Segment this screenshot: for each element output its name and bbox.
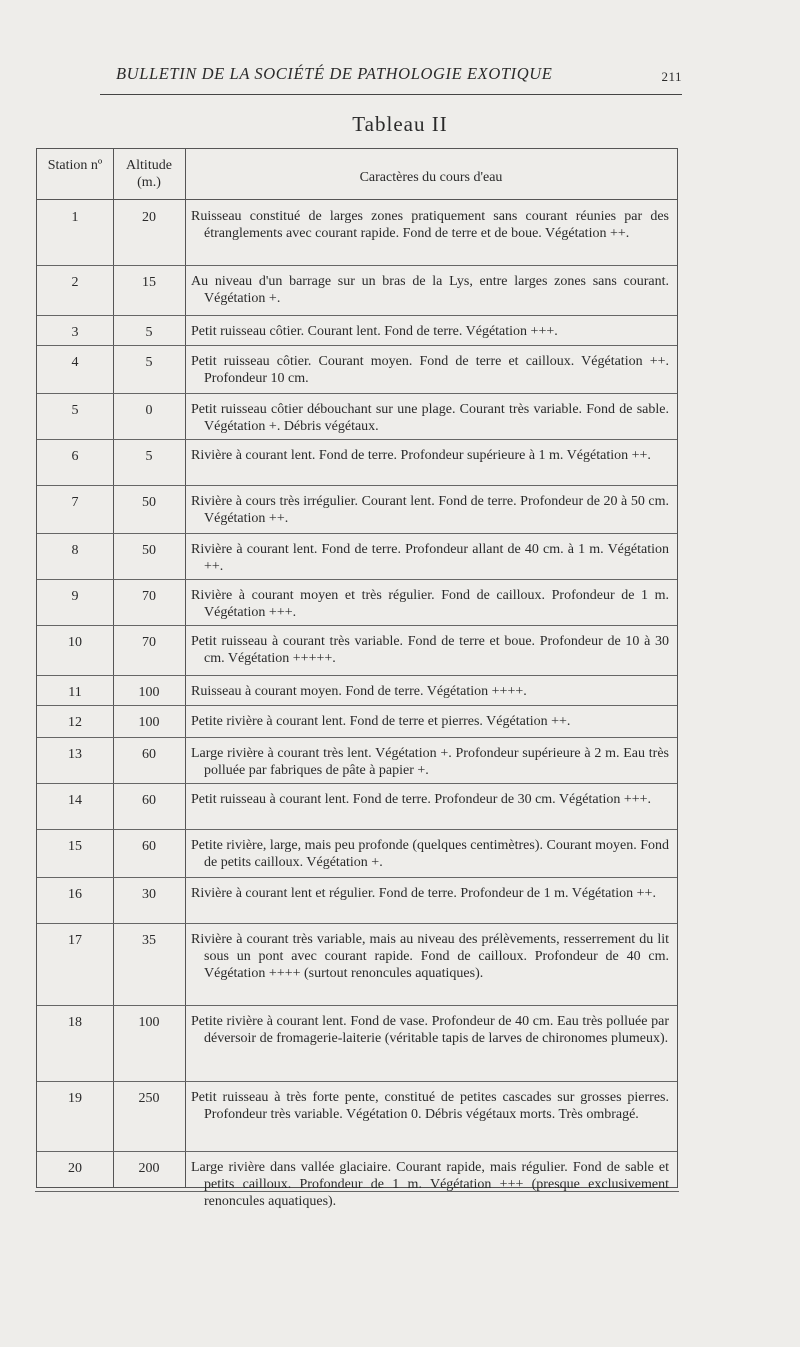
description-cell: Rivière à courant lent. Fond de terre. Profondeur supérieure à 1 m. Végétation ++. (191, 448, 651, 463)
table-row (37, 265, 677, 316)
altitude-cell: 5 (145, 325, 153, 340)
altitude-cell: 100 (138, 685, 160, 700)
altitude-cell: 200 (138, 1161, 160, 1176)
altitude-cell: 250 (138, 1091, 160, 1106)
station-cell: 14 (68, 793, 82, 808)
running-title: BULLETIN DE LA SOCIÉTÉ DE PATHOLOGIE EXOTIQUE (116, 64, 553, 83)
station-cell: 10 (68, 635, 82, 650)
station-cell: 18 (68, 1015, 82, 1030)
station-cell: 9 (71, 589, 79, 604)
station-cell: 12 (68, 715, 82, 730)
altitude-cell: 70 (142, 589, 156, 604)
station-cell: 13 (68, 747, 82, 762)
altitude-cell: 60 (142, 793, 156, 808)
altitude-cell: 60 (142, 839, 156, 854)
station-cell: 2 (71, 275, 79, 290)
altitude-cell: 0 (145, 403, 153, 418)
table-row (37, 533, 677, 580)
column-header-caracteres: Caractères du cours d'eau (359, 170, 503, 185)
station-cell: 6 (71, 449, 79, 464)
station-cell: 7 (71, 495, 79, 510)
table-row (37, 877, 677, 924)
station-cell: 8 (71, 543, 79, 558)
description-cell: Rivière à courant lent. Fond de terre. Profondeur allant de 40 cm. à 1 m. Végétation ++. (191, 542, 669, 574)
table-row (37, 393, 677, 440)
column-header-station: Station nº (47, 158, 103, 173)
altitude-cell: 70 (142, 635, 156, 650)
altitude-cell: 100 (138, 1015, 160, 1030)
description-cell: Rivière à courant lent et régulier. Fond de terre. Profondeur de 1 m. Végétation ++. (191, 886, 656, 901)
column-header-altitude: Altitude (m.) (126, 158, 172, 190)
table-row (37, 783, 677, 830)
data-table (36, 148, 678, 1209)
station-cell: 16 (68, 887, 82, 902)
description-cell: Petit ruisseau à courant très variable. Fond de terre et boue. Profondeur de 10 à 30 cm. Végétation +++++. (191, 634, 669, 666)
altitude-cell: 35 (142, 933, 156, 948)
header-divider (37, 199, 677, 200)
altitude-cell: 15 (142, 275, 156, 290)
table-row (37, 705, 677, 738)
description-cell: Ruisseau constitué de larges zones pratiquement sans courant réunies par des étranglements avec courant rapide. Fond de terre et de boue. Végétation ++. (191, 209, 669, 241)
page-number: 211 (661, 69, 682, 84)
table-row (37, 579, 677, 626)
description-cell: Petit ruisseau côtier. Courant lent. Fond de terre. Végétation +++. (191, 324, 558, 339)
station-cell: 5 (71, 403, 79, 418)
altitude-cell: 50 (142, 495, 156, 510)
table-row (37, 1151, 677, 1209)
table-row (37, 923, 677, 1006)
header-rule (100, 94, 682, 95)
table-row (37, 439, 677, 486)
description-cell: Petite rivière, large, mais peu profonde (quelques centimètres). Courant moyen. Fond de petits cailloux. Végétation +. (191, 838, 669, 870)
table-row (37, 675, 677, 706)
altitude-cell: 60 (142, 747, 156, 762)
description-cell: Rivière à courant moyen et très régulier. Fond de cailloux. Profondeur de 1 m. Végétation +++. (191, 588, 669, 620)
altitude-cell: 5 (145, 449, 153, 464)
description-cell: Ruisseau à courant moyen. Fond de terre. Végétation ++++. (191, 684, 527, 699)
table-row (37, 829, 677, 878)
table-row (37, 485, 677, 534)
station-cell: 19 (68, 1091, 82, 1106)
station-cell: 3 (71, 325, 79, 340)
table-row (37, 315, 677, 346)
altitude-cell: 20 (142, 210, 156, 225)
page-header (112, 64, 682, 88)
station-cell: 11 (68, 685, 82, 700)
station-cell: 20 (68, 1161, 82, 1176)
station-cell: 1 (71, 210, 79, 225)
description-cell: Petit ruisseau côtier débouchant sur une plage. Courant très variable. Fond de sable. Végétation +. Débris végétaux. (191, 402, 669, 434)
table-row (37, 1005, 677, 1082)
altitude-cell: 5 (145, 355, 153, 370)
table-row (37, 625, 677, 676)
description-cell: Rivière à courant très variable, mais au niveau des prélèvements, resserrement du lit sous un pont avec courant rapide. Fond de cailloux. Profondeur de 40 cm. Végétation ++++ (surtout renoncules aquatiques). (191, 932, 669, 981)
station-cell: 4 (71, 355, 79, 370)
description-cell: Rivière à cours très irrégulier. Courant lent. Fond de terre. Profondeur de 20 à 50 cm. Végétation ++. (191, 494, 669, 526)
altitude-cell: 100 (138, 715, 160, 730)
table-row (37, 737, 677, 784)
description-cell: Petite rivière à courant lent. Fond de vase. Profondeur de 40 cm. Eau très polluée par déversoir de fromagerie-laiterie (véritable tapis de larves de chironomes plumeux). (191, 1014, 669, 1046)
altitude-cell: 50 (142, 543, 156, 558)
description-cell: Petit ruisseau côtier. Courant moyen. Fond de terre et cailloux. Végétation ++. Profondeur 10 cm. (191, 354, 669, 386)
description-cell: Petit ruisseau à très forte pente, constitué de petites cascades sur grosses pierres. Profondeur très variable. Végétation 0. Débris végétaux morts. Très ombragé. (191, 1090, 669, 1122)
station-cell: 15 (68, 839, 82, 854)
description-cell: Petite rivière à courant lent. Fond de terre et pierres. Végétation ++. (191, 714, 571, 729)
table-row (37, 345, 677, 394)
station-cell: 17 (68, 933, 82, 948)
description-cell: Large rivière dans vallée glaciaire. Courant rapide, mais régulier. Fond de sable et petits cailloux. Profondeur de 1 m. Végétation +++ (presque exclusivement renoncules aquatiques). (191, 1160, 669, 1209)
table-row (37, 1081, 677, 1152)
description-cell: Large rivière à courant très lent. Végétation +. Profondeur supérieure à 2 m. Eau très polluée par fabriques de pâte à papier +. (191, 746, 669, 778)
table-row (37, 201, 677, 265)
altitude-cell: 30 (142, 887, 156, 902)
description-cell: Au niveau d'un barrage sur un bras de la Lys, entre larges zones sans courant. Végétation +. (191, 274, 669, 306)
description-cell: Petit ruisseau à courant lent. Fond de terre. Profondeur de 30 cm. Végétation +++. (191, 792, 652, 807)
table-title: Tableau II (352, 112, 448, 136)
